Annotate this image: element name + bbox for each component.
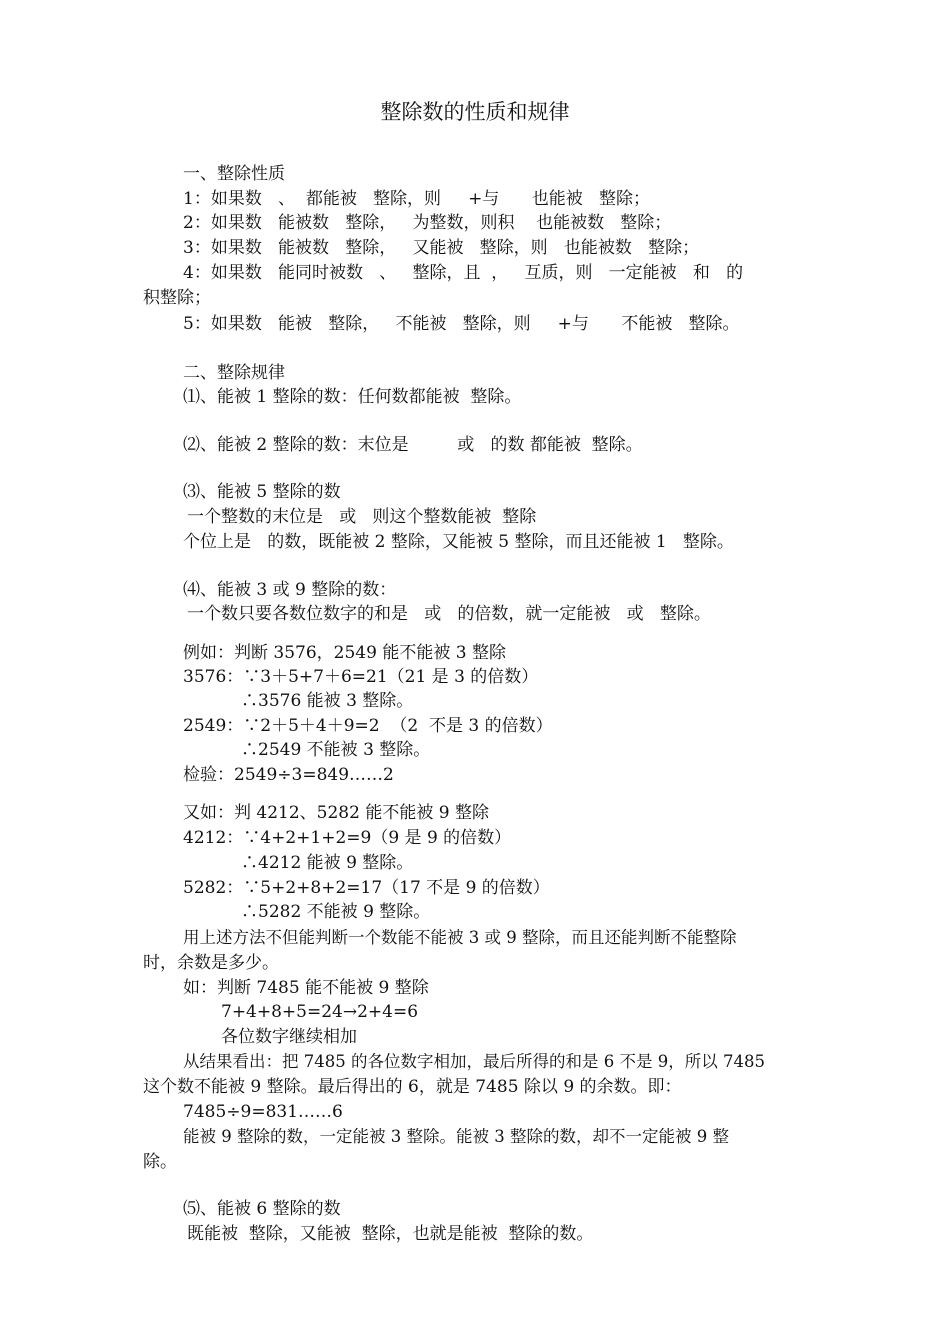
example-1-check: 检验：2549÷3=849……2 — [183, 765, 394, 785]
rule-2: ⑵、能被 2 整除的数：末位是 或 的数 都能被 整除。 — [183, 435, 643, 455]
rule-5-line-1: 既能被 整除，又能被 整除，也就是能被 整除的数。 — [187, 1224, 594, 1244]
rule-4-line-1: 一个数只要各数位数字的和是 或 的倍数，就一定能被 或 整除。 — [187, 604, 711, 624]
page-title: 整除数的性质和规律 — [380, 100, 570, 124]
example-3-calc: 7+4+8+5=24→2+4=6 — [221, 1002, 419, 1022]
property-2: 2：如果数 能被数 整除， 为整数，则积 也能被数 整除； — [183, 213, 672, 233]
example-3-intro: 如：判断 7485 能不能被 9 整除 — [183, 978, 429, 998]
example-2-step-c: 5282：∵5+2+8+2=17（17 不是 9 的倍数） — [183, 878, 550, 898]
note-1-line-2: 时，余数是多少。 — [143, 953, 279, 973]
note-2-line-2: 这个数不能被 9 整除。最后得出的 6，就是 7485 除以 9 的余数。即： — [143, 1077, 682, 1097]
example-1-step-a: 3576：∵3＋5+7＋6=21（21 是 3 的倍数） — [183, 667, 539, 687]
property-5: 5：如果数 能被 整除， 不能被 整除，则 +与 不能被 整除。 — [183, 314, 740, 334]
example-1-step-d: ∴2549 不能被 3 整除。 — [241, 740, 431, 760]
property-4-line-1: 4：如果数 能同时被数 、 整除，且 ， 互质，则 一定能被 和 的 — [183, 263, 744, 283]
example-1-step-c: 2549：∵2＋5＋4＋9=2 （2 不是 3 的倍数） — [183, 716, 553, 736]
note-3-line-1: 能被 9 整除的数，一定能被 3 整除。能被 3 整除的数，却不一定能被 9 整 — [183, 1127, 729, 1146]
property-1: 1：如果数 、 都能被 整除，则 +与 也能被 整除； — [183, 189, 650, 209]
example-2-intro: 又如：判 4212、5282 能不能被 9 整除 — [183, 803, 489, 823]
rule-3-line-2: 个位上是 的数，既能被 2 整除，又能被 5 整除，而且还能被 1 整除。 — [183, 532, 734, 552]
rule-4-heading: ⑷、能被 3 或 9 整除的数： — [183, 580, 397, 600]
rule-3-line-1: 一个整数的末位是 或 则这个整数能被 整除 — [187, 507, 537, 527]
note-3-line-2: 除。 — [143, 1152, 177, 1172]
example-3-result: 7485÷9=831……6 — [183, 1102, 343, 1122]
rule-1: ⑴、能被 1 整除的数：任何数都能被 整除。 — [183, 387, 522, 407]
note-1-line-1: 用上述方法不但能判断一个数能不能被 3 或 9 整除，而且还能判断不能整除 — [183, 928, 737, 947]
example-1-step-b: ∴3576 能被 3 整除。 — [241, 691, 414, 711]
example-2-step-b: ∴4212 能被 9 整除。 — [241, 853, 414, 873]
rule-5-heading: ⑸、能被 6 整除的数 — [183, 1199, 341, 1219]
section-heading-rules: 二、整除规律 — [183, 363, 285, 383]
property-4-line-2: 积整除； — [143, 288, 211, 308]
note-2-line-1: 从结果看出：把 7485 的各位数字相加，最后所得的和是 6 不是 9，所以 7485 — [183, 1052, 765, 1071]
example-2-step-a: 4212：∵4+2+1+2=9（9 是 9 的倍数） — [183, 828, 512, 848]
example-1-intro: 例如：判断 3576，2549 能不能被 3 整除 — [183, 643, 506, 663]
example-3-note: 各位数字继续相加 — [221, 1027, 357, 1047]
example-2-step-d: ∴5282 不能被 9 整除。 — [241, 902, 431, 922]
section-heading-properties: 一、整除性质 — [183, 164, 285, 184]
rule-3-heading: ⑶、能被 5 整除的数 — [183, 482, 341, 502]
property-3: 3：如果数 能被数 整除， 又能被 整除，则 也能被数 整除； — [183, 238, 700, 258]
